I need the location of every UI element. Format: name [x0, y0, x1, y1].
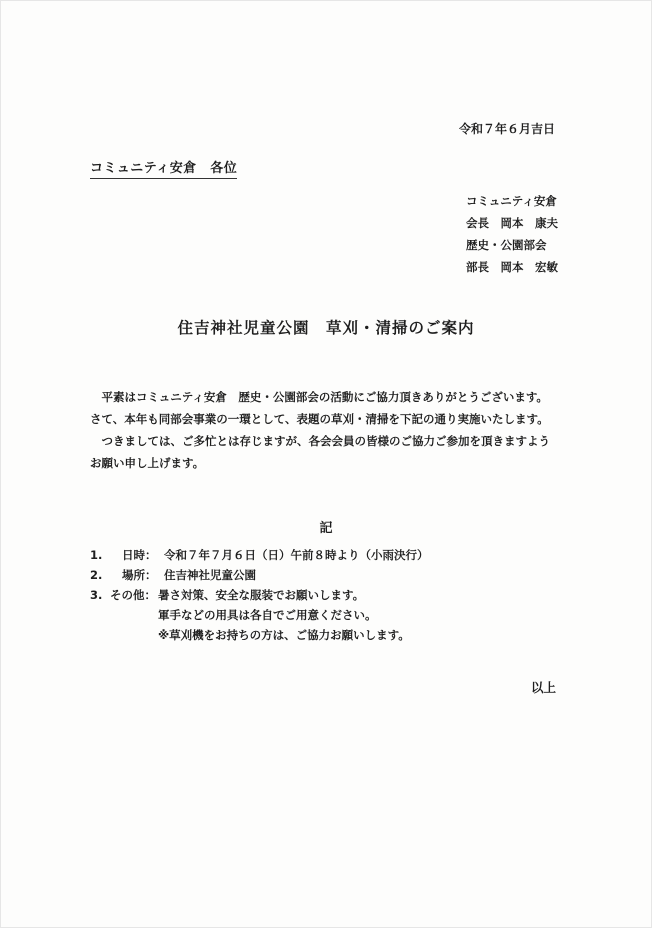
sender-chairman: 会長 岡本 康夫 [466, 216, 558, 230]
body-line: 平素はコミュニティ安倉 歴史・公園部会の活動にご協力頂きありがとうございます。 [90, 390, 548, 404]
item-label: その他： [110, 588, 156, 602]
item-number: 3. [90, 588, 103, 602]
sender-block [466, 190, 558, 278]
item-value: 暑さ対策、安全な服装でお願いします。 [158, 588, 365, 602]
addressee: コミュニティ安倉 各位 [90, 157, 237, 179]
item-label: 日時： [122, 548, 157, 562]
closing-text: 以上 [531, 680, 557, 695]
ki-heading: 記 [319, 521, 333, 536]
other-continued-line: ※草刈機をお持ちの方は、ご協力お願いします。 [158, 628, 410, 642]
item-number: 2. [90, 568, 103, 582]
item-value: 令和７年７月６日（日）午前８時より（小雨決行） [164, 548, 429, 562]
body-line: お願い申し上げます。 [90, 456, 205, 470]
body-text [90, 386, 550, 474]
details-list [90, 545, 429, 645]
body-line: さて、本年も同部会事業の一環として、表題の草刈・清掃を下記の通り実施いたします。 [90, 412, 549, 426]
item-number: 1. [90, 548, 103, 562]
detail-item-place [90, 565, 429, 585]
item-value: 住吉神社児童公園 [164, 568, 256, 582]
item-label: 場所： [122, 568, 157, 582]
sender-organization: コミュニティ安倉 [466, 194, 557, 208]
issue-date: 令和７年６月吉日 [459, 122, 556, 136]
detail-item-other [90, 585, 429, 605]
sender-committee: 歴史・公園部会 [466, 238, 547, 252]
sender-director: 部長 岡本 宏敏 [466, 260, 558, 274]
body-line: つきましては、ご多忙とは存じますが、各会会員の皆様のご協力ご参加を頂きますよう [90, 434, 550, 448]
document-title: 住吉神社児童公園 草刈・清掃のご案内 [177, 319, 475, 337]
detail-item-datetime [90, 545, 429, 565]
other-continued-line: 軍手などの用具は各自でご用意ください。 [158, 608, 377, 622]
